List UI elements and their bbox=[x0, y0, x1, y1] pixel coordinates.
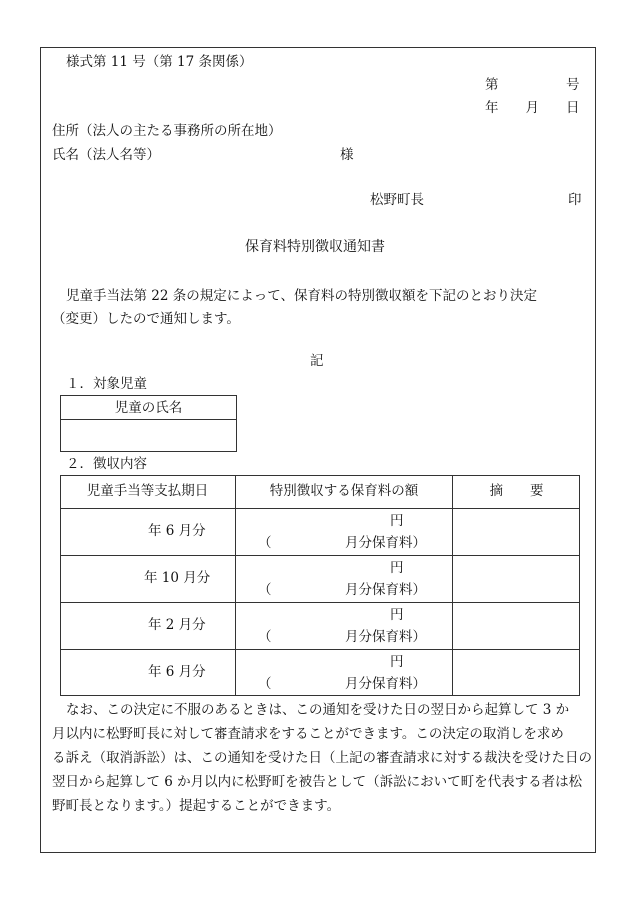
paren-open: （ bbox=[258, 582, 272, 598]
month-fee-label: 月分保育料） bbox=[345, 676, 426, 692]
child-name-header: 児童の氏名 bbox=[114, 400, 183, 416]
document-number-label: 第 号 bbox=[485, 77, 580, 93]
address-label: 住所（法人の主たる事務所の所在地） bbox=[52, 123, 282, 139]
appeal-notice-line: 翌日から起算して 6 か月以内に松野町を被告として（訴訟において町を代表する者は松 bbox=[52, 774, 583, 790]
month-fee-label: 月分保育料） bbox=[345, 582, 426, 598]
month-fee-label: 月分保育料） bbox=[345, 629, 426, 645]
yen-unit: 円 bbox=[390, 513, 404, 529]
body-line-2: （変更）したので通知します。 bbox=[52, 311, 240, 327]
yen-unit: 円 bbox=[390, 607, 404, 623]
appeal-notice-line: る訴え（取消訴訟）は、この通知を受けた日（上記の審査請求に対する裁決を受けた日の bbox=[52, 750, 592, 766]
table-row-date: 年 10 月分 bbox=[144, 570, 211, 586]
table-row-date: 年 2 月分 bbox=[148, 617, 206, 633]
date-label: 年 月 日 bbox=[485, 100, 580, 116]
name-label: 氏名（法人名等） bbox=[52, 147, 160, 163]
paren-open: （ bbox=[258, 629, 272, 645]
honorific-sama: 様 bbox=[340, 147, 354, 163]
row-divider-3 bbox=[60, 649, 580, 650]
paren-open: （ bbox=[258, 535, 272, 551]
issuer-label: 松野町長 bbox=[370, 192, 424, 208]
section-2-heading: ２．徴収内容 bbox=[66, 456, 147, 472]
table-row-date: 年 6 月分 bbox=[148, 523, 206, 539]
yen-unit: 円 bbox=[390, 654, 404, 670]
header-remarks: 摘 要 bbox=[489, 483, 544, 499]
header-collection-amount: 特別徴収する保育料の額 bbox=[269, 483, 419, 499]
appeal-notice-line: 月以内に松野町長に対して審査請求をすることができます。この決定の取消しを求め bbox=[52, 726, 564, 742]
form-number: 様式第 11 号（第 17 条関係） bbox=[66, 54, 253, 70]
month-fee-label: 月分保育料） bbox=[345, 535, 426, 551]
row-divider-1 bbox=[60, 555, 580, 556]
header-payment-date: 児童手当等支払期日 bbox=[86, 483, 209, 499]
child-name-field[interactable] bbox=[62, 421, 235, 450]
yen-unit: 円 bbox=[390, 560, 404, 576]
section-1-heading: １．対象児童 bbox=[66, 376, 147, 392]
paren-open: （ bbox=[258, 676, 272, 692]
document-title: 保育料特別徴収通知書 bbox=[245, 239, 385, 255]
body-line-1: 児童手当法第 22 条の規定によって、保育料の特別徴収額を下記のとおり決定 bbox=[66, 288, 537, 304]
row-divider-header bbox=[60, 508, 580, 509]
seal-mark: 印 bbox=[568, 192, 582, 208]
ki-heading: 記 bbox=[310, 353, 324, 369]
appeal-notice-line: なお、この決定に不服のあるときは、この通知を受けた日の翌日から起算して 3 か bbox=[66, 702, 570, 718]
table-row-date: 年 6 月分 bbox=[148, 664, 206, 680]
appeal-notice-line: 野町長となります。）提起することができます。 bbox=[52, 798, 341, 814]
child-name-divider bbox=[60, 419, 237, 420]
row-divider-2 bbox=[60, 602, 580, 603]
